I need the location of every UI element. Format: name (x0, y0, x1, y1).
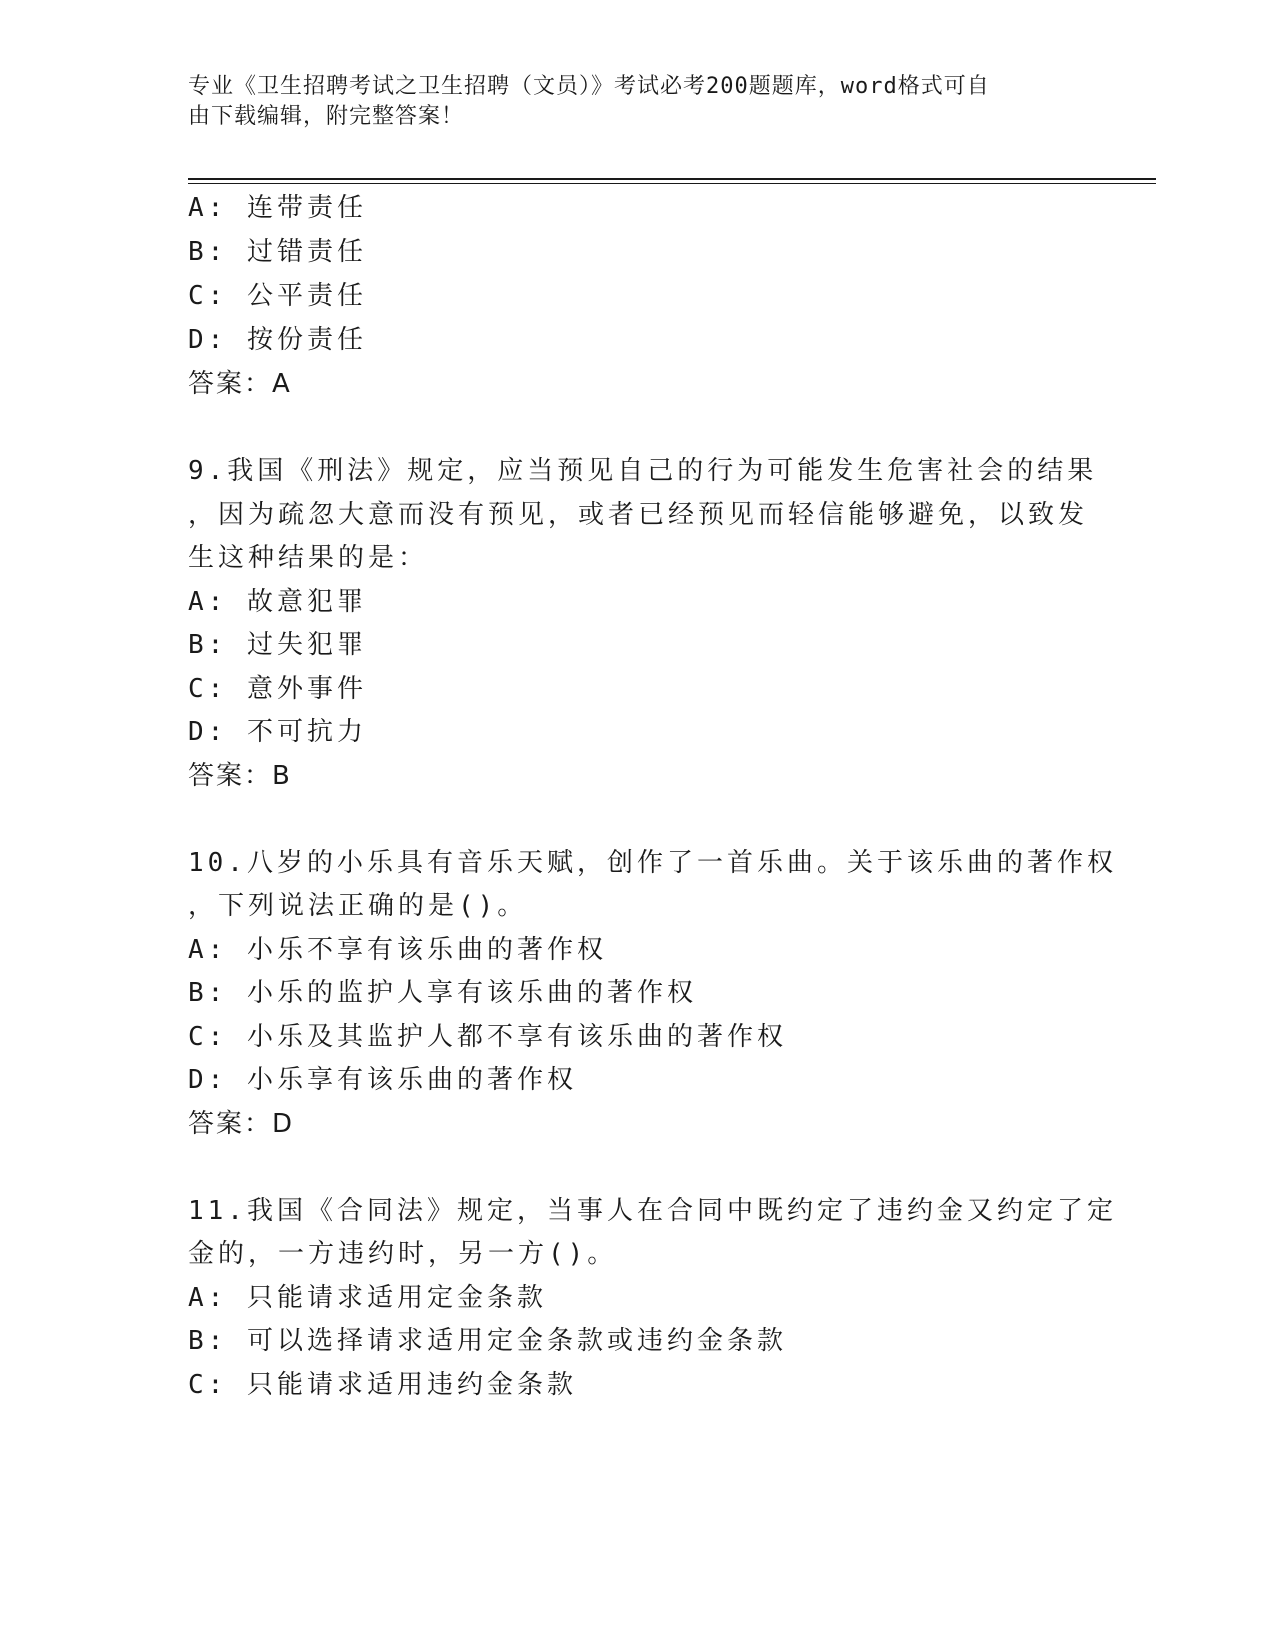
header-line-1: 专业《卫生招聘考试之卫生招聘（文员）》考试必考200题题库，word格式可自 (188, 74, 990, 99)
q10-option-b: B: 小乐的监护人享有该乐曲的著作权 (188, 978, 697, 1008)
q9-question-line-2: ，因为疏忽大意而没有预见，或者已经预见而轻信能够避免，以致发 (188, 500, 1089, 530)
q8-answer: 答案：A (188, 369, 292, 399)
q11-question-line-2: 金的，一方违约时，另一方()。 (188, 1239, 618, 1269)
q9-option-b: B: 过失犯罪 (188, 630, 367, 660)
q8-option-c: C: 公平责任 (188, 281, 367, 311)
q11-option-c: C: 只能请求适用违约金条款 (188, 1370, 577, 1400)
q9-answer: 答案：B (188, 761, 292, 791)
q9-question-line-1: 9.我国《刑法》规定，应当预见自己的行为可能发生危害社会的结果 (188, 456, 1098, 486)
q11-option-b: B: 可以选择请求适用定金条款或违约金条款 (188, 1326, 787, 1356)
q11-question-line-1: 11.我国《合同法》规定，当事人在合同中既约定了违约金又约定了定 (188, 1196, 1117, 1226)
q8-option-a: A: 连带责任 (188, 193, 367, 223)
q11-option-a: A: 只能请求适用定金条款 (188, 1283, 547, 1313)
q10-answer: 答案：D (188, 1109, 295, 1139)
q9-question-line-3: 生这种结果的是： (188, 543, 429, 573)
q8-option-d: D: 按份责任 (188, 325, 367, 355)
q10-option-c: C: 小乐及其监护人都不享有该乐曲的著作权 (188, 1022, 787, 1052)
q10-option-a: A: 小乐不享有该乐曲的著作权 (188, 935, 607, 965)
q8-option-b: B: 过错责任 (188, 237, 367, 267)
q10-question-line-1: 10.八岁的小乐具有音乐天赋，创作了一首乐曲。关于该乐曲的著作权 (188, 848, 1117, 878)
q10-option-d: D: 小乐享有该乐曲的著作权 (188, 1065, 577, 1095)
q10-question-line-2: ，下列说法正确的是()。 (188, 891, 528, 921)
header-divider-thin (188, 183, 1156, 184)
header-divider-thick (188, 178, 1156, 180)
q9-option-a: A: 故意犯罪 (188, 587, 367, 617)
document-header (188, 72, 1068, 132)
q9-option-c: C: 意外事件 (188, 674, 367, 704)
header-line-2: 由下载编辑，附完整答案！ (188, 104, 465, 129)
q9-option-d: D: 不可抗力 (188, 717, 367, 747)
